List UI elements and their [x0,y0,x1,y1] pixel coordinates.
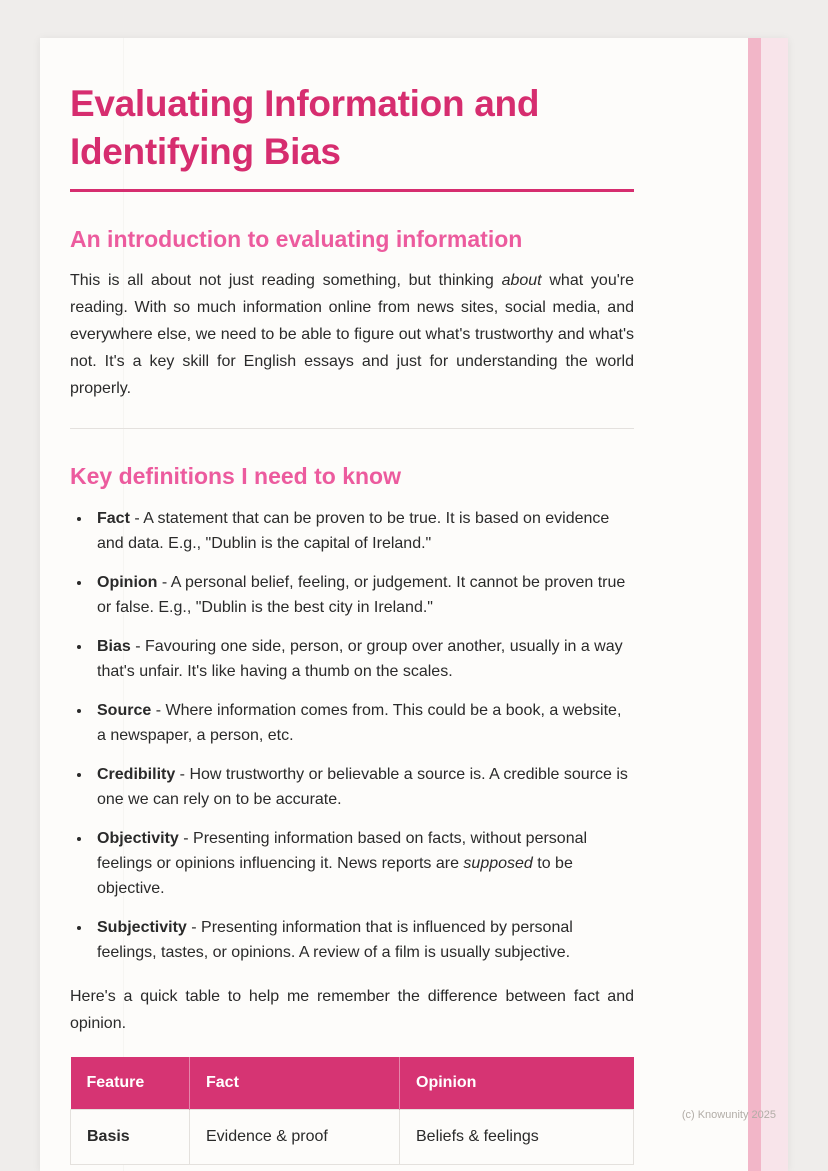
definition-separator: - [178,830,194,847]
definition-text: How trustworthy or believable a source is. A credible source is one we can rely on to be accurate. [97,766,628,808]
definition-item-bias [92,634,634,684]
document-page [40,38,788,1171]
table-cell-fact: Evidence & proof [190,1110,400,1165]
definition-text: Presenting information based on facts, without personal feelings or opinions influencing it. News reports are [97,830,588,872]
page-title-line-1: Evaluating Information and [70,83,540,124]
definition-item-subjectivity [92,915,634,965]
definitions-list [70,506,634,965]
definition-text: Favouring one side, person, or group over another, usually in a way that's unfair. It's like having a thumb on the scales. [97,638,623,680]
definition-text: to be objective. [97,855,573,897]
title-divider [70,189,634,192]
section-divider [70,428,634,429]
table-cell-feature: Basis [71,1110,190,1165]
definition-term: Subjectivity [97,919,187,936]
definition-item-credibility [92,762,634,812]
intro-text-italic: about [501,272,542,289]
definition-item-opinion [92,570,634,620]
fact-opinion-table [70,1057,634,1165]
document-content [40,38,788,1171]
definition-separator: - [151,702,166,719]
table-header-opinion: Opinion [400,1057,634,1110]
table-header-fact: Fact [190,1057,400,1110]
intro-text-part-1: This is all about not just reading something, but thinking [70,272,502,289]
definition-item-objectivity [92,826,634,901]
definitions-heading: Key definitions I need to know [70,463,401,489]
intro-paragraph [70,267,634,402]
definition-item-source [92,698,634,748]
page-title [70,80,634,176]
definition-item-fact [92,506,634,556]
definition-separator: - [129,510,144,527]
intro-text-part-2: what you're reading. With so much information online from news sites, social media, and everywhere else, we need to be able to figure out what's trustworthy and what's not. It's a key skill for English essays and just for understanding the world properly. [70,272,635,397]
copyright-text: (c) Knowunity 2025 [681,1109,776,1121]
definition-term: Objectivity [97,830,179,847]
intro-heading: An introduction to evaluating information [70,226,523,252]
table-header-row [71,1057,634,1110]
definition-term: Fact [97,510,130,527]
definition-text: A statement that can be proven to be true. It is based on evidence and data. E.g., "Dublin is the capital of Ireland." [97,510,610,552]
table-cell-opinion: Beliefs & feelings [400,1110,634,1165]
table-row [71,1110,634,1165]
definition-text: Where information comes from. This could be a book, a website, a newspaper, a person, etc. [97,702,622,744]
table-header-feature: Feature [71,1057,190,1110]
definition-term: Credibility [97,766,176,783]
definition-text: A personal belief, feeling, or judgement. It cannot be proven true or false. E.g., "Dublin is the best city in Ireland." [97,574,626,616]
page-title-line-2: Identifying Bias [70,131,341,172]
definition-term: Opinion [97,574,158,591]
definition-separator: - [186,919,202,936]
definition-text: Presenting information that is influenced by personal feelings, tastes, or opinions. A review of a film is usually subjective. [97,919,573,961]
definition-separator: - [130,638,146,655]
definition-term: Source [97,702,152,719]
definition-separator: - [157,574,171,591]
definition-text-italic: supposed [463,855,533,872]
table-intro-paragraph: Here's a quick table to help me remember the difference between fact and opinion. [70,988,634,1032]
definition-separator: - [175,766,190,783]
definition-term: Bias [97,638,131,655]
